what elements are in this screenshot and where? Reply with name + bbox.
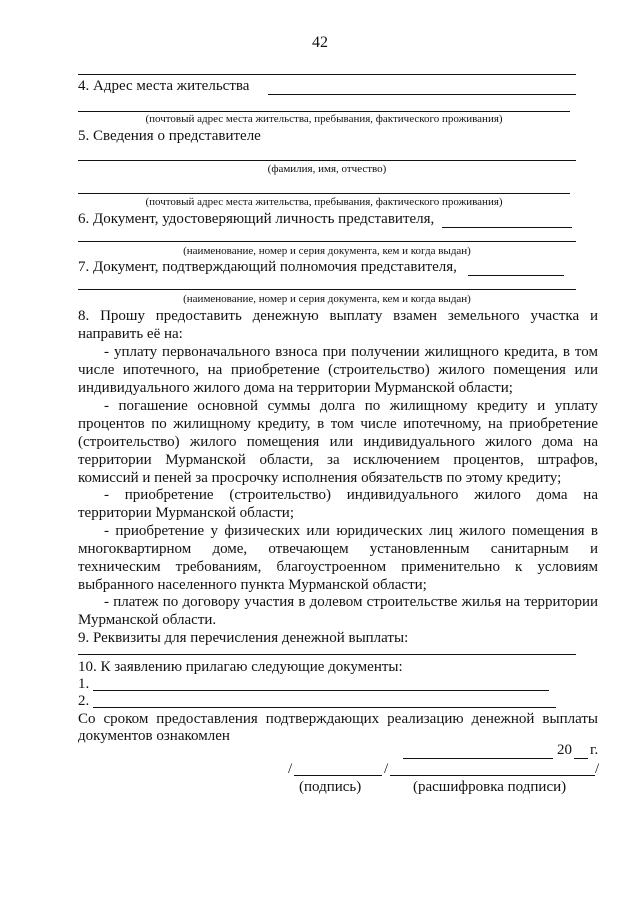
field-4-input-line[interactable] [268,94,576,95]
bullet-4-line-1: - приобретение у физических или юридических лиц жилого помещения в [104,523,598,539]
date-year-prefix: 20 [557,742,572,758]
field-7-input-line[interactable] [468,275,564,276]
field-4-caption: (почтовый адрес места жительства, пребывания, фактического проживания) [145,113,503,125]
field-5-name-line[interactable] [78,160,576,161]
bullet-3-line-2: территории Мурманской области; [78,505,294,521]
bullet-1-line-2: числе ипотечного, на приобретение (строительство) жилого помещения или [78,362,598,378]
item-10-label: 10. К заявлению прилагаю следующие документы: [78,659,403,675]
signature-slash-2: / [384,761,389,777]
bullet-1-line-1: - уплату первоначального взноса при получении жилищного кредита, в том [104,344,598,360]
bullet-1-line-3: индивидуального жилого дома на территории Мурманской области; [78,380,513,396]
field-5-name-caption: (фамилия, имя, отчество) [267,163,387,175]
ack-line-2: документов ознакомлен [78,728,230,744]
bullet-2-line-3: (строительство) жилого помещения или индивидуального жилого дома на [78,434,598,450]
field-6-label: 6. Документ, удостоверяющий личность представителя, [78,211,435,227]
bullet-4-line-2: многоквартирном доме, отвечающем установленным санитарным и [78,541,598,557]
field-7-input-line-2[interactable] [78,289,576,290]
field-7-caption: (наименование, номер и серия документа, кем и когда выдан) [183,293,471,305]
decode-caption: (расшифровка подписи) [413,779,567,795]
bullet-5-line-1: - платеж по договору участия в долевом строительстве жилья на территории [104,594,598,610]
signature-slash-1: / [288,761,293,777]
ack-line-1: Со сроком предоставления подтверждающих реализацию денежной выплаты [78,711,598,727]
item-9-input-line[interactable] [78,654,576,655]
bullet-5-line-2: Мурманской области. [78,612,217,628]
date-year-line[interactable] [574,758,588,759]
field-4-input-line-2[interactable] [78,111,570,112]
field-6-caption: (наименование, номер и серия документа, кем и когда выдан) [183,245,471,257]
field-6-input-line-2[interactable] [78,241,576,242]
bullet-2-line-1: - погашение основной суммы долга по жилищному кредиту и уплату [104,398,598,414]
bullet-2-line-2: процентов по жилищному кредиту, в том числе ипотечному, на приобретение [78,416,598,432]
page-number: 42 [312,34,328,51]
field-5-address-line[interactable] [78,193,570,194]
signature-slash-3: / [595,761,600,777]
bullet-3-line-1: - приобретение (строительство) индивидуального жилого дома на [104,487,598,503]
field-4-label: 4. Адрес места жительства [78,78,250,94]
item-9-label: 9. Реквизиты для перечисления денежной выплаты: [78,630,409,646]
date-day-month-line[interactable] [403,758,553,759]
item-10-input-line-1[interactable] [93,690,549,691]
top-rule [78,74,576,75]
decode-input-line[interactable] [390,775,595,776]
bullet-4-line-3: техническим требованиям, благоустроенном применительно к условиям [78,559,598,575]
bullet-4-line-4: выбранного населенного пункта Мурманской области; [78,577,427,593]
item-8-intro-line-2: направить её на: [78,326,183,342]
bullet-2-line-5: комиссий и пеней за просрочку исполнения обязательств по этому кредиту; [78,470,562,486]
item-10-number-2: 2. [78,693,90,709]
field-5-address-caption: (почтовый адрес места жительства, пребывания, фактического проживания) [145,196,503,208]
field-7-label: 7. Документ, подтверждающий полномочия представителя, [78,259,457,275]
item-10-input-line-2[interactable] [93,707,556,708]
item-8-intro-line-1: 8. Прошу предоставить денежную выплату взамен земельного участка и [78,308,598,324]
item-10-number-1: 1. [78,676,90,692]
signature-caption: (подпись) [299,779,362,795]
field-6-input-line[interactable] [442,227,572,228]
bullet-2-line-4: территории Мурманской области, за исключением процентов, штрафов, [78,452,598,468]
date-year-suffix: г. [590,742,599,758]
field-5-label: 5. Сведения о представителе [78,128,261,144]
signature-input-line[interactable] [294,775,382,776]
